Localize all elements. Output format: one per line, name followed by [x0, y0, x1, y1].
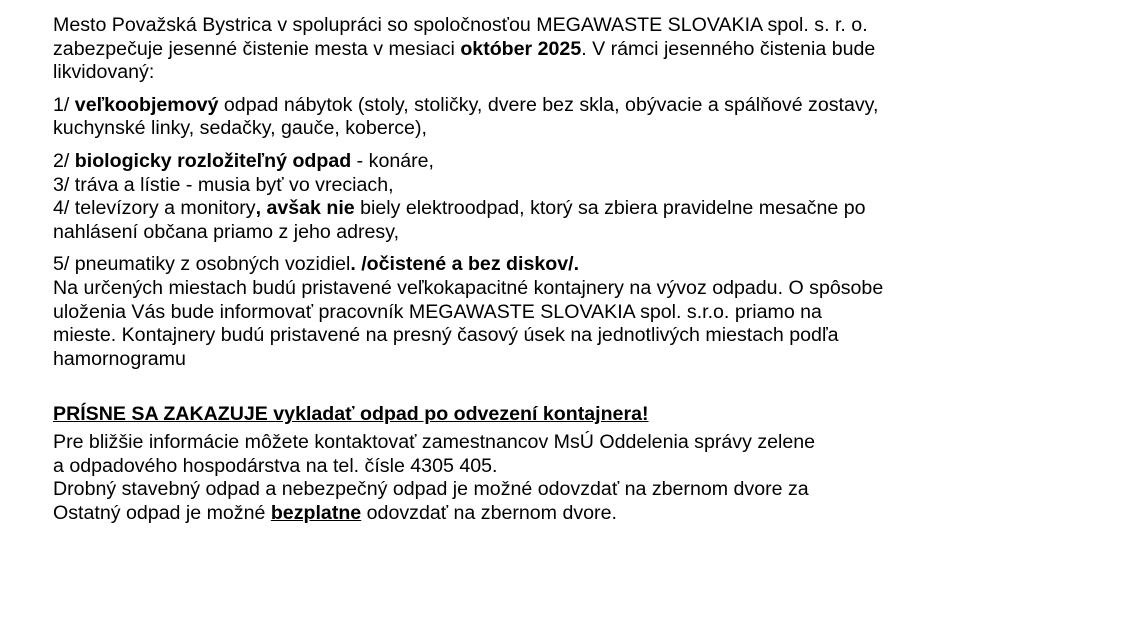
containers-line-1: Na určených miestach budú pristavené veľkokapacitné kontajnery na vývoz odpadu. O spôsobe — [53, 276, 884, 299]
contact-line-2: a odpadového hospodárstva na tel. čísle 4305 405. — [53, 454, 498, 477]
contact-line-1: Pre bližšie informácie môžete kontaktovať zamestnancov MsÚ Oddelenia správy zelene — [53, 430, 816, 453]
item-1-line-1 — [53, 94, 1113, 118]
list-item-1 — [53, 94, 1113, 141]
intro-line-1: Mesto Považská Bystrica v spolupráci so spoločnosťou MEGAWASTE SLOVAKIA spol. s. r. o. — [53, 14, 868, 36]
item-4-keyword: , avšak nie — [255, 197, 355, 220]
item-2-text: - konáre, — [351, 149, 435, 172]
item-2-number: 2/ — [53, 149, 75, 172]
list-item-5 — [53, 253, 1113, 277]
intro-line-2 — [53, 38, 1113, 62]
intro-text-cont: . V rámci jesenného čistenia bude — [581, 37, 876, 60]
intro-month: október 2025 — [460, 37, 582, 60]
item-5-keyword: . /očistené a bez diskov/. — [350, 253, 580, 276]
list-item-5-and-containers — [53, 253, 1113, 371]
disposal-text: Ostatný odpad je možné — [53, 501, 271, 524]
item-1-number: 1/ — [53, 93, 75, 116]
intro-paragraph — [53, 14, 1113, 85]
item-5-text: 5/ pneumatiky z osobných vozidiel — [53, 253, 351, 276]
item-1-keyword: veľkoobjemový — [74, 93, 219, 116]
list-item-3: 3/ tráva a lístie - musia byť vo vreciach, — [53, 173, 394, 196]
intro-text: zabezpečuje jesenné čistenie mesta v mesiaci — [53, 37, 461, 60]
item-4-text: 4/ televízory a monitory — [53, 197, 256, 220]
containers-line-3: mieste. Kontajnery budú pristavené na presný časový úsek na jednotlivých miestach podľa — [53, 324, 839, 347]
disposal-line-2 — [53, 502, 1113, 526]
item-1-text: odpad nábytok (stoly, stoličky, dvere bez skla, obývacie a spálňové zostavy, — [218, 93, 879, 116]
list-item-4 — [53, 197, 1113, 221]
item-4-line-2: nahlásení občana priamo z jeho adresy, — [53, 220, 400, 243]
containers-line-4: hamornogramu — [53, 347, 186, 370]
containers-line-2: uloženia Vás bude informovať pracovník MEGAWASTE SLOVAKIA spol. s.r.o. priamo na — [53, 300, 822, 323]
disposal-text-end: odovzdať na zbernom dvore. — [361, 501, 617, 524]
warning-heading — [53, 403, 1113, 427]
item-1-line-2: kuchynské linky, sedačky, gauče, koberce), — [53, 117, 427, 140]
intro-line-3: likvidovaný: — [53, 61, 155, 84]
disposal-line-1: Drobný stavebný odpad a nebezpečný odpad je možné odovzdať na zbernom dvore za — [53, 478, 809, 501]
warning-text: PRÍSNE SA ZAKAZUJE vykladať odpad po odvezení kontajnera! — [53, 403, 649, 426]
document-body — [53, 14, 1113, 525]
item-4-rest: biely elektroodpad, ktorý sa zbiera pravidelne mesačne po — [354, 197, 866, 220]
item-2-keyword: biologicky rozložiteľný odpad — [74, 149, 352, 172]
disposal-free-keyword: bezplatne — [270, 501, 362, 524]
contact-and-disposal — [53, 431, 1113, 525]
list-item-2 — [53, 150, 1113, 174]
list-items-2-4 — [53, 150, 1113, 244]
